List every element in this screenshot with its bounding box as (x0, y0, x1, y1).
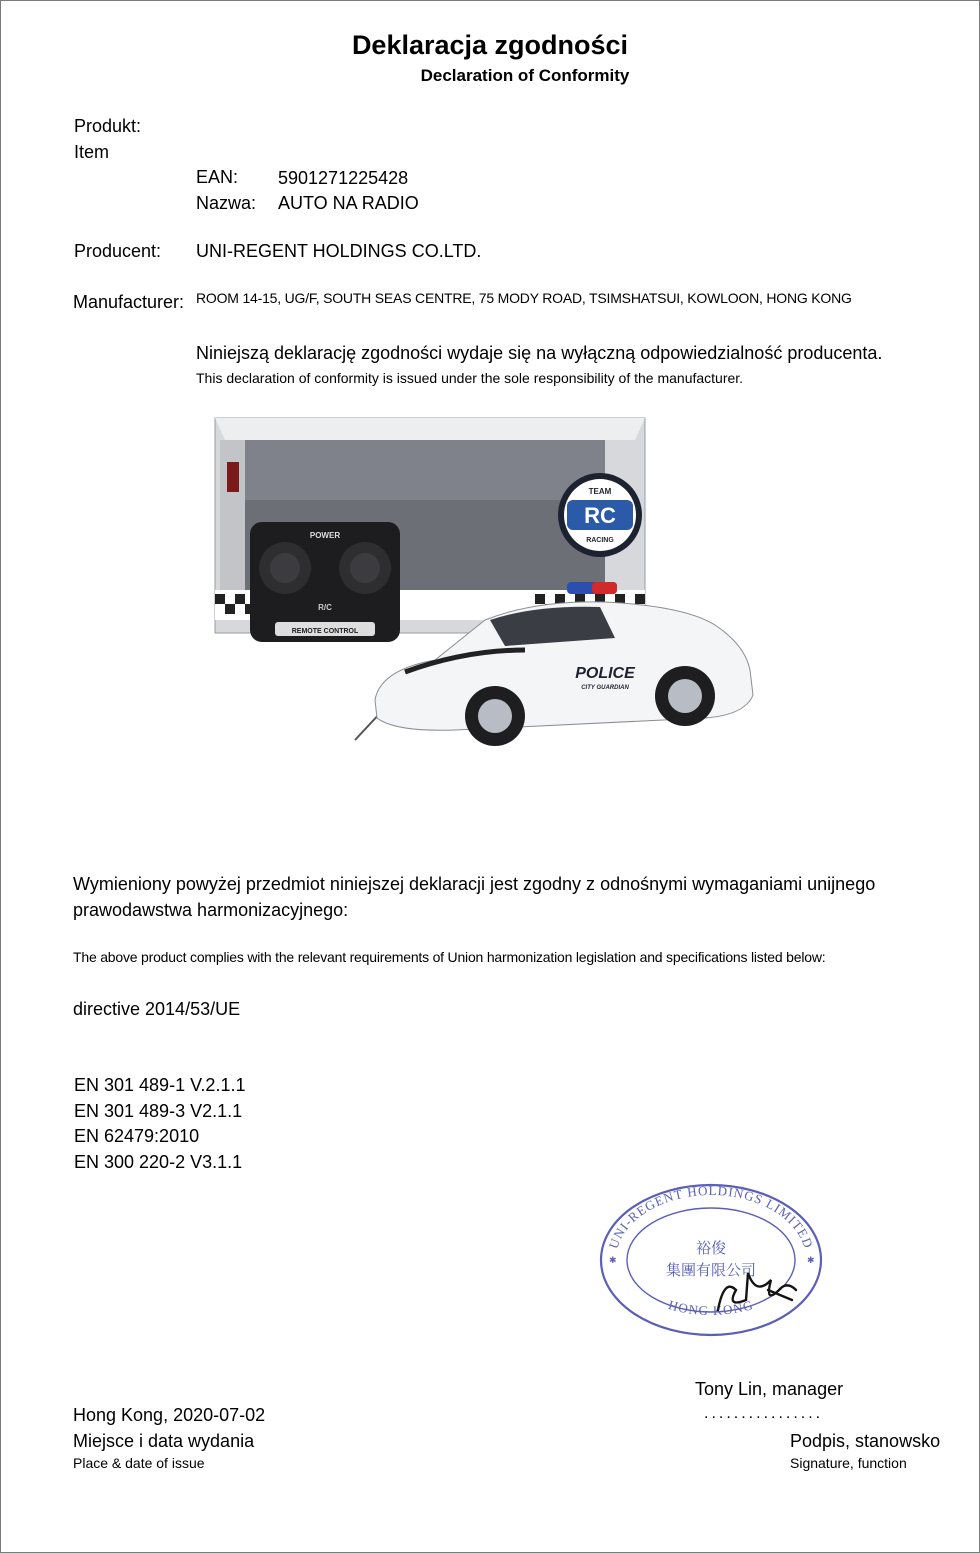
signer-name: Tony Lin, manager (695, 1379, 844, 1399)
responsibility-pl: Niniejszą deklarację zgodności wydaje się na wyłączną odpowiedzialność producenta. (196, 343, 883, 363)
place-date-value: Hong Kong, 2020-07-02 (73, 1405, 266, 1425)
document-title: Deklaracja zgodności (351, 30, 629, 60)
place-date-label-en: Place & date of issue (73, 1455, 205, 1471)
rc-badge-team: TEAM (588, 487, 612, 496)
star-icon: ✱ (609, 1256, 617, 1266)
signature-label-en: Signature, function (790, 1455, 907, 1471)
stamp-chinese-line1: 裕俊 (695, 1239, 727, 1257)
rc-badge (558, 473, 642, 557)
remote-label: REMOTE CONTROL (291, 628, 359, 635)
remote-rc-label: R/C (318, 603, 332, 612)
compliance-en: The above product complies with the relevant requirements of Union harmonization legislation and specifications listed below: (73, 949, 826, 965)
stamp-bottom-text: HONG KONG (666, 1297, 756, 1318)
standard-item: EN 301 489-3 V2.1.1 (74, 1101, 243, 1121)
standard-item: EN 301 489-1 V.2.1.1 (74, 1075, 246, 1095)
remote-control (250, 522, 400, 642)
star-icon: ✱ (807, 1256, 815, 1266)
product-label-en: Item (74, 142, 110, 162)
stamp-ring-text: UNI-REGENT HOLDINGS LIMITED (605, 1182, 817, 1251)
producer-name: UNI-REGENT HOLDINGS CO.LTD. (196, 241, 482, 261)
name-label: Nazwa: (196, 193, 257, 213)
place-date-label-pl: Miejsce i data wydania (73, 1431, 255, 1451)
ean-value: 5901271225428 (278, 168, 409, 188)
directive: directive 2014/53/UE (73, 999, 241, 1019)
company-stamp (596, 1178, 826, 1338)
signature-label-pl: Podpis, stanowsko (790, 1431, 941, 1451)
product-label-pl: Produkt: (74, 116, 142, 136)
compliance-pl-line2: prawodawstwa harmonizacyjnego: (73, 900, 349, 920)
signature-line: ................ (704, 1405, 824, 1422)
manufacturer-address: ROOM 14-15, UG/F, SOUTH SEAS CENTRE, 75 MODY ROAD, TSIMSHATSUI, KOWLOON, HONG KONG (196, 290, 852, 306)
ean-label: EAN: (196, 167, 239, 187)
standard-item: EN 62479:2010 (74, 1126, 200, 1146)
document-subtitle: Declaration of Conformity (420, 66, 630, 85)
producer-label: Producent: (74, 241, 162, 261)
remote-power-label: POWER (309, 531, 341, 540)
rc-badge-racing: RACING (586, 537, 614, 544)
product-photo (205, 410, 765, 790)
manufacturer-label: Manufacturer: (73, 292, 185, 312)
car-police-label: POLICE (575, 665, 635, 682)
rc-badge-label: RC (584, 503, 616, 528)
standard-item: EN 300 220-2 V3.1.1 (74, 1152, 243, 1172)
name-value: AUTO NA RADIO (278, 193, 419, 213)
stamp-chinese-line2: 集團有限公司 (665, 1261, 757, 1279)
compliance-pl-line1: Wymieniony powyżej przedmiot niniejszej deklaracji jest zgodny z odnośnymi wymaganiami unijnego (73, 874, 876, 894)
responsibility-en: This declaration of conformity is issued under the sole responsibility of the manufacturer. (196, 370, 744, 386)
car-police-sublabel: CITY GUARDIAN (581, 685, 629, 691)
